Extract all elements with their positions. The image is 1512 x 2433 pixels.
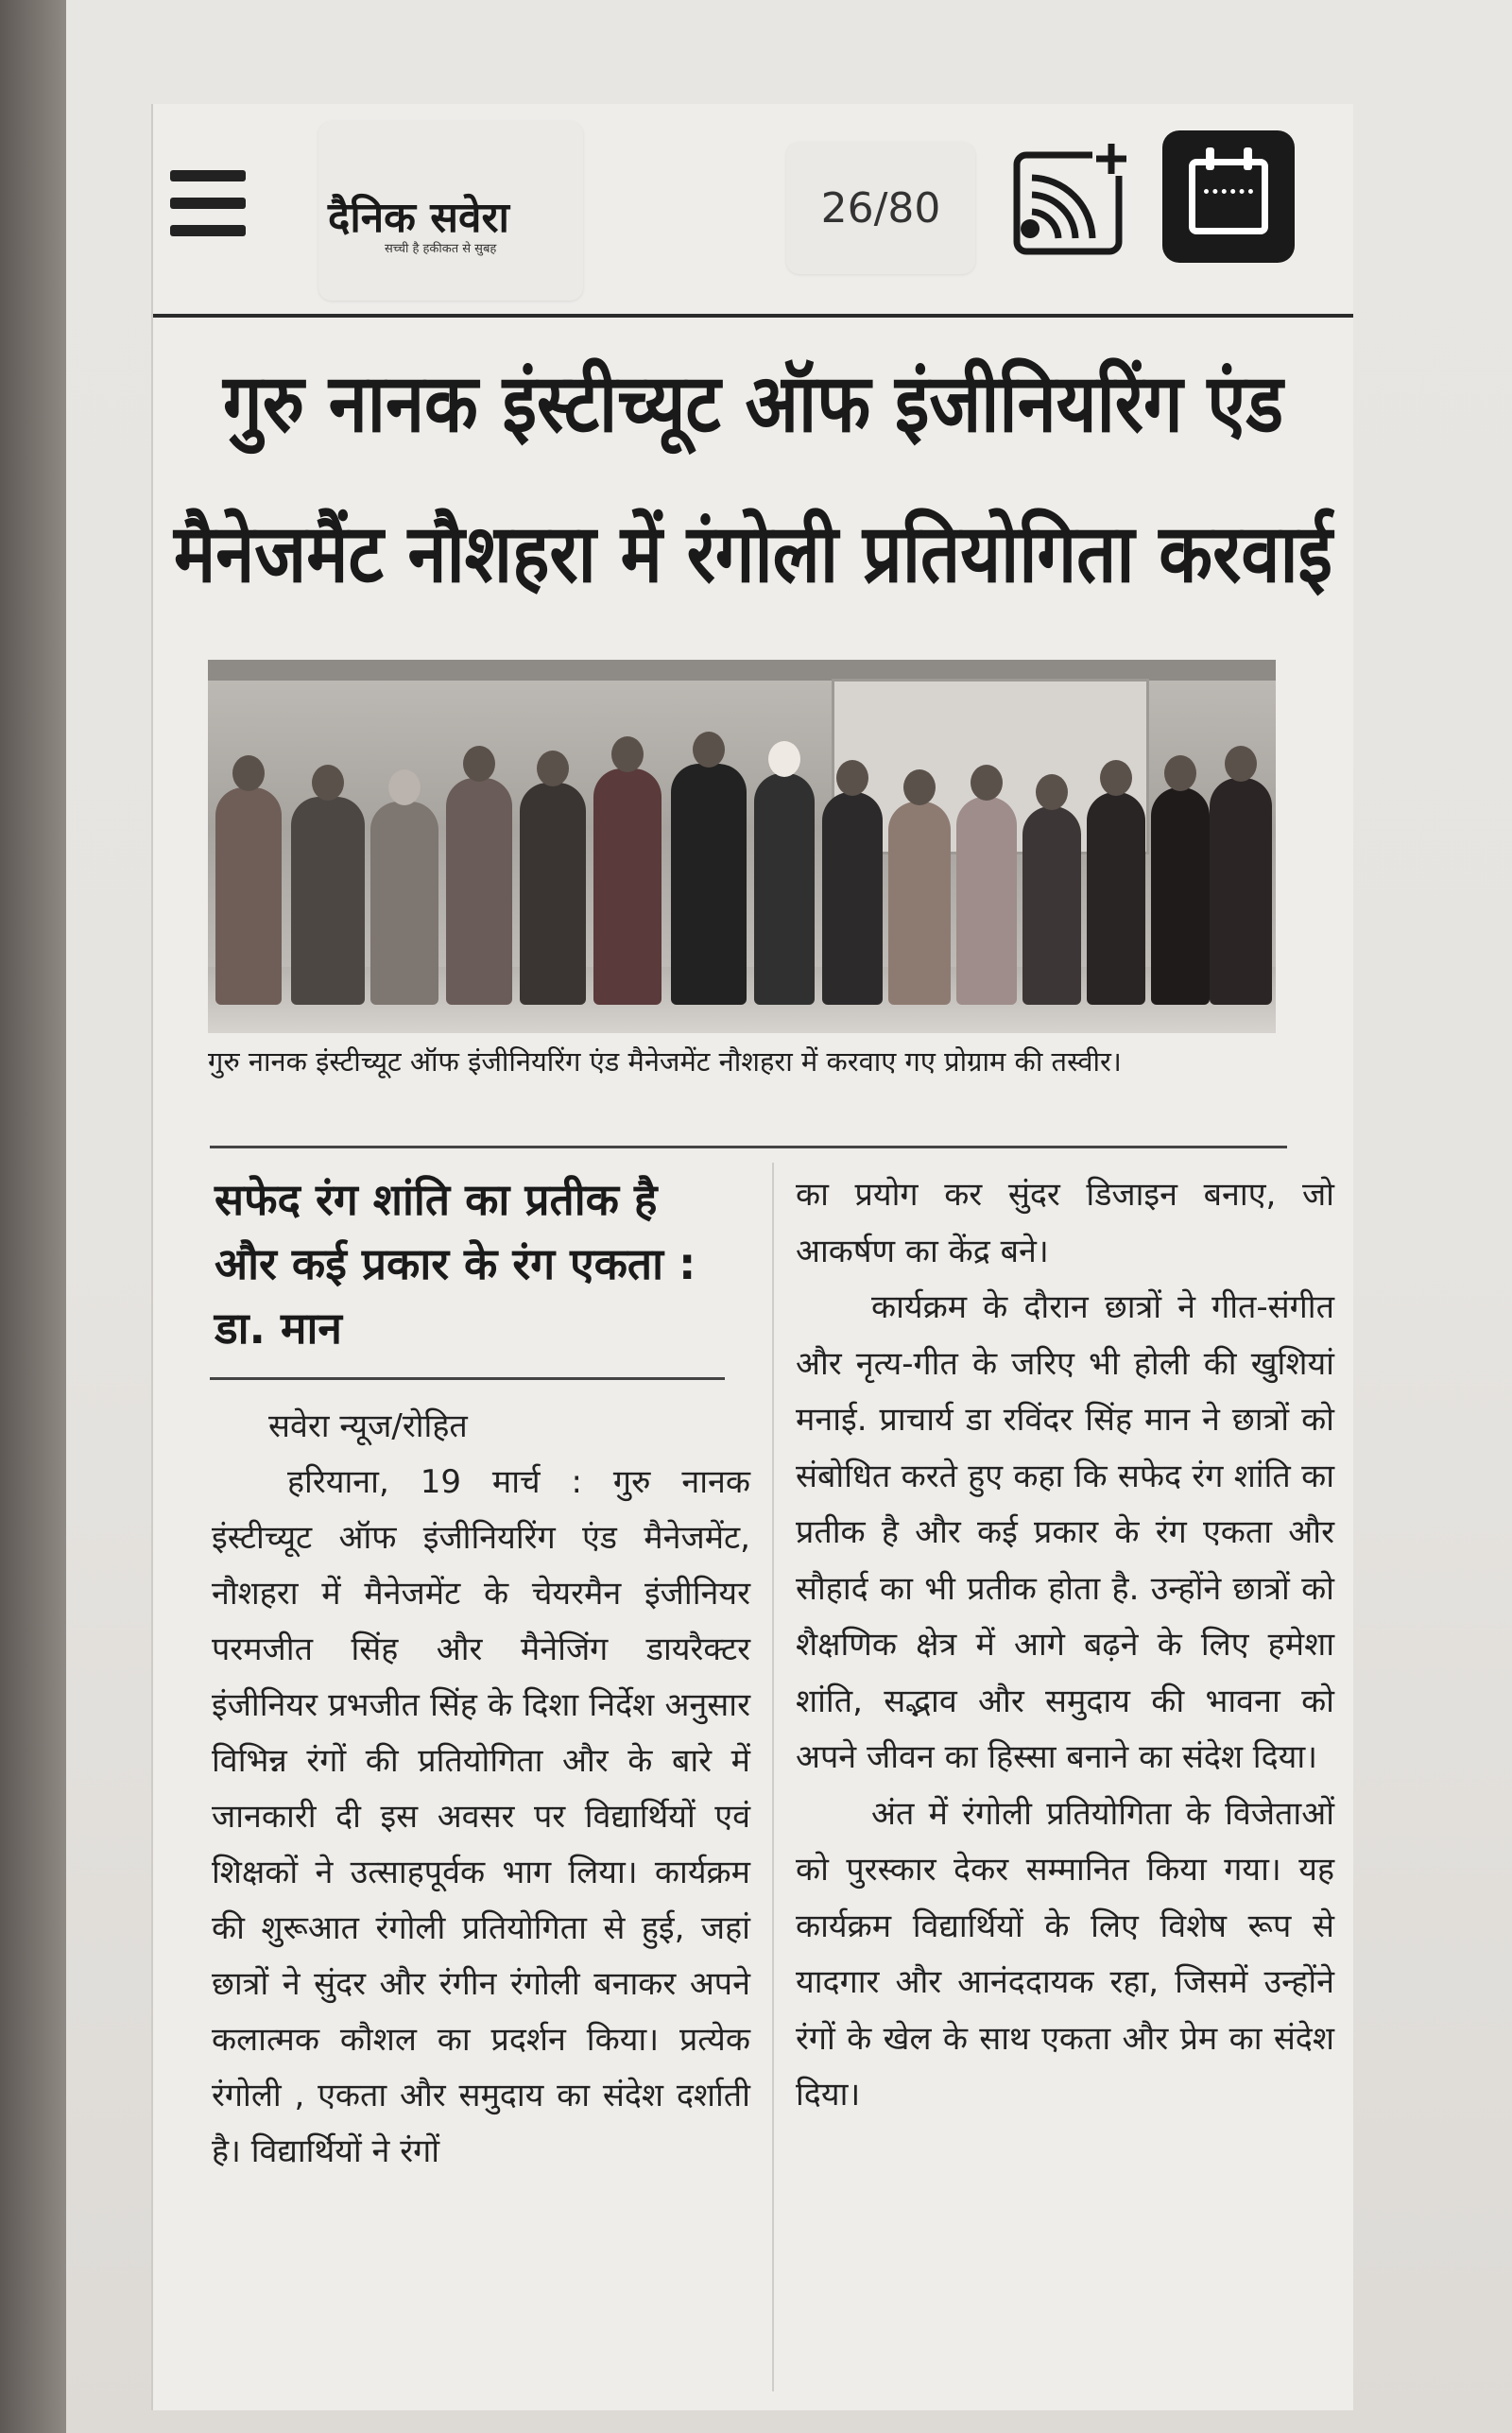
brand-name: दैनिक सवेरा <box>328 194 509 242</box>
section-rule <box>210 1146 1287 1148</box>
article-byline: सवेरा न्यूज/रोहित <box>268 1407 468 1445</box>
photo-caption: गुरु नानक इंस्टीच्यूट ऑफ इंजीनियरिंग एंड मैनेजमेंट नौशहरा में करवाए गए प्रोग्राम की तस्वीर। <box>208 1045 1122 1078</box>
column-divider <box>772 1163 774 2391</box>
calendar-icon[interactable] <box>1162 130 1295 263</box>
brand-logo[interactable] <box>318 121 583 301</box>
page-counter[interactable]: 26/80 <box>786 142 975 274</box>
article-photo[interactable] <box>208 660 1276 1033</box>
header-rule <box>153 314 1353 318</box>
add-feed-icon[interactable] <box>1011 140 1130 259</box>
article-paragraph: कार्यक्रम के दौरान छात्रों ने गीत-संगीत और नृत्य-गीत के जरिए भी होली की खुशियां मनाई. प्राचार्य डा रविंदर सिंह मान ने छात्रों को संबोधित करते हुए कहा कि सफेद रंग शांति का प्रतीक है और कई प्रकार के रंग एकता और सौहार्द का भी प्रतीक होता है. उन्होंने छात्रों को शैक्षणिक क्षेत्र में आगे बढ़ने के लिए हमेशा शांति, सद्भाव और समुदाय की भावना को अपने जीवन का हिस्सा बनाने का संदेश दिया। <box>796 1288 1334 1776</box>
article-subhead: सफेद रंग शांति का प्रतीक है और कई प्रकार के रंग एकता : डा. मान <box>215 1174 696 1354</box>
epaper-page <box>151 104 1353 2410</box>
hamburger-menu-icon[interactable] <box>170 170 246 236</box>
background-edge <box>0 0 66 2433</box>
brand-tagline: सच्ची है हकीकत से सुबह <box>385 242 497 256</box>
article-headline: गुरु नानक इंस्टीच्यूट ऑफ इंजीनियरिंग एंड मैनेजमैंट नौशहरा में रंगोली प्रतियोगिता करवाई <box>173 356 1332 601</box>
app-toolbar <box>153 104 1353 312</box>
article-column-1 <box>212 1399 750 2180</box>
article-paragraph: हरियाना, 19 मार्च : गुरु नानक इंस्टीच्यूट ऑफ इंजीनियरिंग एंड मैनेजमेंट, नौशहरा में मैनेजमेंट के चेयरमैन इंजीनियर परमजीत सिंह और मैनेजिंग डायरैक्टर इंजीनियर प्रभजीत सिंह के दिशा निर्देश अनुसार विभिन्न रंगों की प्रतियोगिता और के बारे में जानकारी दी इस अवसर पर विद्यार्थियों एवं शिक्षकों ने उत्साहपूर्वक भाग लिया। कार्यक्रम की शुरूआत रंगोली प्रतियोगिता से हुई, जहां छात्रों ने सुंदर और रंगीन रंगोली बनाकर अपने कलात्मक कौशल का प्रदर्शन किया। प्रत्येक रंगोली , एकता और समुदाय का संदेश दर्शाती है। विद्यार्थियों ने रंगों <box>212 1463 750 2170</box>
article-paragraph: अंत में रंगोली प्रतियोगिता के विजेताओं को पुरस्कार देकर सम्मानित किया गया। यह कार्यक्रम विद्यार्थियों के लिए विशेष रूप से यादगार और आनंददायक रहा, जिसमें उन्होंने रंगों के खेल के साथ एकता और प्रेम का संदेश दिया। <box>796 1794 1334 2114</box>
article-column-2 <box>796 1167 1334 2124</box>
article-paragraph: का प्रयोग कर सुंदर डिजाइन बनाए, जो आकर्षण का केंद्र बने। <box>796 1176 1334 1270</box>
subhead-rule <box>210 1377 725 1380</box>
